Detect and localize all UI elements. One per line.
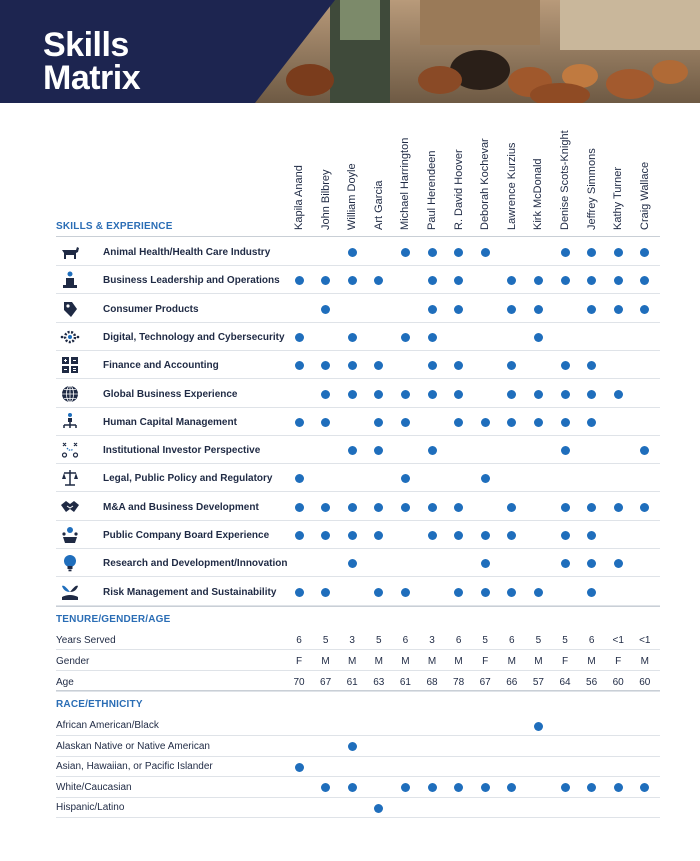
skill-dot (481, 559, 490, 568)
skill-dot (454, 390, 463, 399)
tenure-value: 60 (639, 677, 651, 688)
director-name: Deborah Kochevar (479, 138, 492, 230)
skill-dot (507, 503, 516, 512)
skill-dot (295, 418, 304, 427)
tenure-value: 5 (482, 635, 488, 646)
director-name: Kirk McDonald (532, 158, 545, 230)
tenure-value: M (454, 656, 463, 667)
skill-dot (534, 333, 543, 342)
tenure-value: F (482, 656, 489, 667)
tenure-value: 6 (509, 635, 515, 646)
tenure-value: 63 (373, 677, 385, 688)
skill-dot (428, 248, 437, 257)
tenure-value: M (348, 656, 357, 667)
skill-label: Global Business Experience (103, 388, 238, 400)
tenure-value: 56 (586, 677, 598, 688)
skill-dot (401, 418, 410, 427)
gear-network-icon (60, 327, 80, 347)
skill-dot (587, 418, 596, 427)
skill-dot (561, 418, 570, 427)
skill-label: Institutional Investor Perspective (103, 445, 261, 457)
skill-dot (295, 474, 304, 483)
race-row (56, 736, 660, 757)
skill-row (56, 464, 660, 492)
skill-dot (614, 559, 623, 568)
race-row (56, 797, 660, 818)
race-row (56, 715, 660, 736)
tenure-value: 61 (346, 677, 358, 688)
skill-dot (428, 305, 437, 314)
skill-label: Finance and Accounting (103, 360, 219, 372)
skill-dot (614, 248, 623, 257)
director-name: Michael Harrington (399, 137, 412, 230)
tenure-value: M (401, 656, 410, 667)
director-name: Denise Scots-Knight (559, 130, 571, 230)
race-dot (348, 742, 357, 751)
skill-dot (534, 305, 543, 314)
skill-dot (295, 333, 304, 342)
skill-dot (561, 276, 570, 285)
tenure-value: 6 (588, 635, 595, 646)
race-dot (614, 783, 623, 792)
skill-dot (454, 588, 463, 597)
skill-label: Legal, Public Policy and Regulatory (103, 473, 273, 485)
skill-dot (321, 305, 330, 314)
tenure-value: M (534, 656, 543, 667)
skill-dot (534, 588, 543, 597)
skill-dot (295, 503, 304, 512)
skill-label: M&A and Business Development (103, 501, 259, 513)
skill-dot (401, 390, 410, 399)
skill-dot (561, 361, 570, 370)
skills-section-heading: SKILLS & EXPERIENCE (56, 221, 173, 232)
skill-dot (295, 588, 304, 597)
director-name: Jeffrey Simmons (585, 148, 598, 230)
skill-dot (587, 503, 596, 512)
skill-dot (614, 503, 623, 512)
tenure-value: 5 (535, 635, 542, 646)
race-label: African American/Black (56, 720, 159, 731)
tenure-value: 5 (322, 635, 329, 646)
skill-label: Public Company Board Experience (103, 530, 270, 541)
skill-dot (561, 531, 570, 540)
skill-dot (561, 390, 570, 399)
tenure-value: 70 (293, 677, 305, 688)
skill-dot (348, 390, 357, 399)
skill-dot (348, 361, 357, 370)
product-tag-icon (60, 299, 80, 319)
page-title (43, 26, 141, 97)
skill-dot (507, 305, 516, 314)
director-names (0, 130, 700, 230)
skill-dot (481, 418, 490, 427)
skill-dot (587, 390, 596, 399)
tenure-value: <1 (612, 635, 624, 646)
tenure-value: 6 (455, 635, 462, 646)
skill-dot (348, 276, 357, 285)
race-dot (534, 722, 543, 731)
tenure-value: M (321, 656, 330, 667)
tenure-label: Gender (56, 656, 90, 667)
skill-dot (614, 276, 623, 285)
director-name: Kathy Turner (612, 167, 625, 230)
race-label: Hispanic/Latino (56, 802, 125, 814)
tenure-value: 5 (562, 635, 568, 646)
skill-label: Human Capital Management (103, 416, 237, 428)
tenure-value: M (640, 656, 649, 667)
tenure-label: Age (56, 677, 74, 688)
skill-dot (534, 418, 543, 427)
skill-dot (454, 503, 463, 512)
race-row (56, 756, 660, 777)
skill-dot (428, 390, 437, 399)
tenure-value: F (615, 656, 622, 667)
skill-dot (561, 248, 570, 257)
tenure-value: <1 (639, 635, 651, 646)
tenure-value: 67 (479, 677, 491, 688)
section-divider (56, 606, 660, 607)
skill-dot (321, 503, 330, 512)
skill-dot (348, 248, 357, 257)
tenure-value: 67 (320, 677, 332, 688)
skill-dot (348, 559, 357, 568)
director-name: William Doyle (346, 163, 359, 230)
skill-dot (481, 588, 490, 597)
race-label: Asian, Hawaiian, or Pacific Islander (56, 761, 213, 773)
director-name: John Bilbrey (319, 169, 332, 230)
skill-label: Animal Health/Health Care Industry (103, 247, 271, 258)
race-section-heading: RACE/ETHNICITY (56, 699, 143, 710)
skill-label: Risk Management and Sustainability (103, 586, 277, 598)
skill-dot (561, 503, 570, 512)
tenure-value: M (587, 656, 596, 667)
race-dot (295, 763, 304, 772)
tenure-value: 5 (376, 635, 382, 646)
skill-dot (295, 276, 304, 285)
skill-dot (614, 305, 623, 314)
skill-dot (428, 333, 437, 342)
skill-dot (428, 503, 437, 512)
tenure-value: 6 (402, 635, 409, 646)
skill-dot (321, 588, 330, 597)
skill-dot (428, 446, 437, 455)
skill-dot (401, 503, 410, 512)
board-icon (60, 525, 80, 545)
director-name: Kapila Anand (293, 165, 305, 230)
tenure-value: F (561, 656, 569, 667)
skill-dot (295, 531, 304, 540)
race-dot (428, 783, 437, 792)
tenure-value: M (507, 656, 516, 667)
skill-dot (534, 390, 543, 399)
tenure-section-heading: TENURE/GENDER/AGE (56, 614, 171, 625)
skill-dot (614, 390, 623, 399)
leader-icon (60, 270, 80, 290)
org-chart-icon (60, 412, 80, 432)
skill-dot (481, 248, 490, 257)
director-name: Art Garcia (372, 180, 385, 230)
skill-dot (428, 276, 437, 285)
skill-dot (587, 588, 596, 597)
tenure-value: F (295, 656, 303, 667)
skill-dot (454, 418, 463, 427)
section-divider (56, 236, 660, 237)
scales-icon (60, 468, 80, 488)
tenure-value: 3 (349, 635, 355, 646)
tenure-value: 78 (453, 677, 465, 688)
skill-dot (401, 333, 410, 342)
tenure-value: 64 (559, 677, 571, 688)
skill-dot (348, 446, 357, 455)
skill-dot (640, 503, 649, 512)
tenure-label: Years Served (56, 635, 116, 646)
handshake-icon (60, 497, 80, 517)
tenure-value: 61 (399, 677, 411, 688)
skill-dot (374, 390, 383, 399)
skill-label: Research and Development/Innovation (103, 558, 288, 570)
title-line-2: Matrix (43, 59, 141, 97)
animal-icon (60, 242, 80, 262)
tenure-value: M (374, 656, 383, 667)
director-name: Paul Herendeen (426, 150, 438, 230)
skill-dot (507, 390, 516, 399)
race-label: Alaskan Native or Native American (56, 740, 210, 752)
skill-dot (374, 588, 383, 597)
skill-dot (507, 588, 516, 597)
skill-dot (348, 503, 357, 512)
tenure-value: 60 (612, 677, 624, 688)
race-dot (348, 783, 357, 792)
skill-dot (348, 531, 357, 540)
section-divider (56, 690, 660, 691)
strategy-icon (60, 440, 80, 460)
race-label: White/Caucasian (56, 781, 132, 793)
skill-dot (428, 361, 437, 370)
tenure-value: 57 (532, 677, 544, 688)
skill-dot (374, 503, 383, 512)
director-name: R. David Hoover (452, 149, 465, 230)
skill-dot (561, 559, 570, 568)
skill-dot (640, 305, 649, 314)
skill-row (56, 578, 660, 606)
race-dot (561, 783, 570, 792)
skill-dot (561, 446, 570, 455)
director-name: Craig Wallace (638, 161, 651, 230)
skill-dot (428, 531, 437, 540)
skill-label: Digital, Technology and Cybersecurity (103, 331, 285, 343)
skill-dot (481, 531, 490, 540)
race-dot (481, 783, 490, 792)
skill-dot (348, 333, 357, 342)
tenure-value: M (427, 656, 437, 667)
skill-label: Business Leadership and Operations (103, 275, 280, 287)
lightbulb-icon (60, 553, 80, 573)
skill-dot (454, 305, 463, 314)
tenure-value: 68 (426, 677, 438, 688)
skill-dot (321, 418, 330, 427)
calculator-icon (60, 355, 80, 375)
skill-dot (401, 588, 410, 597)
tenure-value: 6 (296, 635, 302, 646)
tenure-value: 66 (506, 677, 518, 688)
skill-label: Consumer Products (103, 303, 199, 315)
skill-dot (401, 248, 410, 257)
director-name: Lawrence Kurzius (505, 142, 518, 230)
globe-icon (60, 384, 80, 404)
skill-dot (321, 390, 330, 399)
skill-row (56, 295, 660, 323)
skill-row (56, 323, 660, 351)
plant-hand-icon (60, 582, 80, 602)
skill-dot (295, 361, 304, 370)
tenure-value: 3 (429, 635, 435, 646)
title-line-1: Skills (43, 26, 129, 64)
skill-dot (587, 305, 596, 314)
